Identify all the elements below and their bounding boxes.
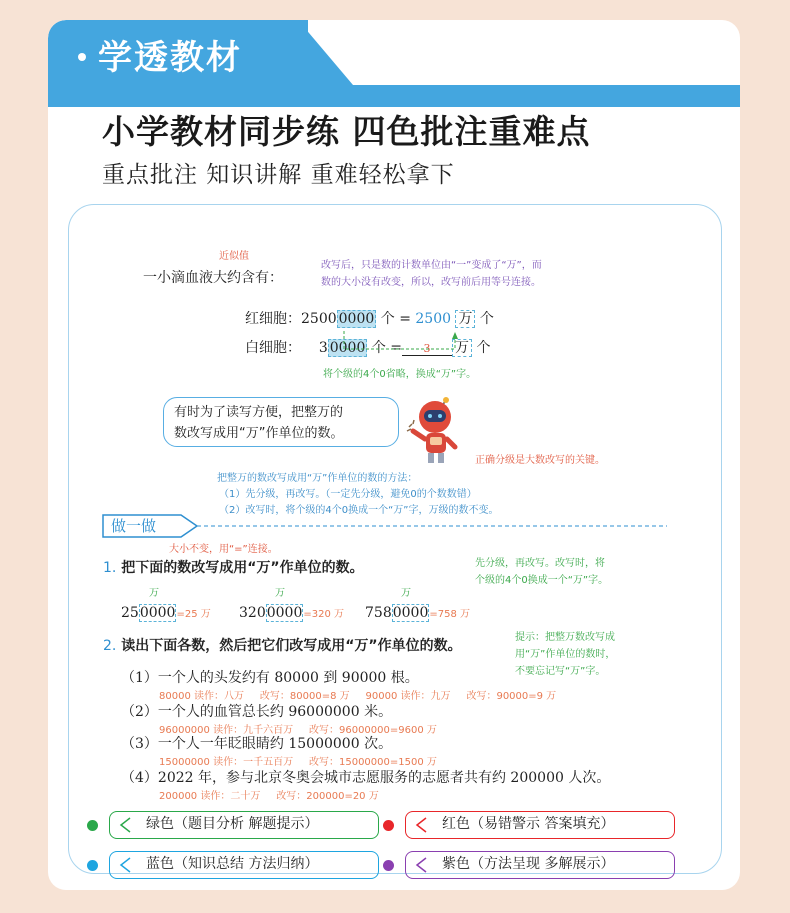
q2-hint: 提示：把整万数改写成 用“万”作单位的数时， 不要忘记写“万”字。	[515, 632, 616, 677]
legend-purple: 紫色（方法呈现 多解展示）	[405, 851, 675, 879]
omit-arrow	[339, 329, 469, 363]
green-dot-icon	[87, 820, 98, 831]
chevron-left-icon	[414, 857, 430, 873]
example-intro: 一小滴血液大约含有：	[143, 270, 283, 286]
white-cell-row: 白细胞： 3 0000 个 = 3 万 个	[245, 340, 491, 356]
white-zeros-highlight: 0000	[329, 340, 366, 356]
q2-title: 2. 读出下面各数，然后把它们改写成用“万”作单位的数。	[103, 638, 462, 654]
chevron-left-icon	[118, 857, 134, 873]
bullet-icon	[78, 53, 86, 61]
page-panel	[48, 20, 740, 890]
purple-dot-icon	[383, 860, 394, 871]
white-answer-blank: 3	[402, 342, 452, 356]
q2-item-1: （1）一个人的头发约有 80000 到 90000 根。 80000 读作：八万 改写：80000=8 万 90000 读作：九万 改写：90000=9 万	[121, 670, 557, 702]
practice-label: 做一做	[111, 517, 157, 535]
red-cell-row: 红细胞：2500 0000 个 = 2500 万 个	[245, 311, 494, 327]
q2-item-3: （3）一个人一年眨眼睛约 15000000 次。 15000000 读作：一千五百万 改写：15000000=1500 万	[121, 736, 437, 768]
page-subline: 重点批注 知识讲解 重难轻松拿下	[102, 162, 455, 188]
wan-box-2: 万	[452, 339, 472, 357]
chevron-left-icon	[414, 817, 430, 833]
q1-title: 1. 把下面的数改写成用“万”作单位的数。	[103, 560, 364, 576]
red-answer: 2500	[415, 311, 452, 327]
legend-blue: 蓝色（知识总结 方法归纳）	[109, 851, 379, 879]
wan-box-1: 万	[455, 310, 475, 328]
practice-red-note: 大小不变，用“=”连接。	[169, 544, 278, 555]
example-card	[68, 204, 722, 874]
note-approx: 近似值	[219, 251, 249, 262]
method-note: 把整万的数改写成用“万”作单位的数的方法： （1）先分级，再改写。（一定先分级，避免0的个数数错） （2）改写时，将个级的4个0换成一个“万”字，万级的数不变。	[217, 473, 499, 516]
q1-item-1: 万 250000=25 万	[121, 588, 211, 621]
header-band	[48, 85, 740, 107]
chevron-left-icon	[118, 817, 134, 833]
practice-banner	[101, 511, 671, 541]
q1-hint: 先分级，再改写。改写时，将 个级的4个0换成一个“万”字。	[475, 558, 609, 586]
legend-green: 绿色（题目分析 解题提示）	[109, 811, 379, 839]
omit-note: 将个级的4个0省略，换成“万”字。	[323, 369, 477, 380]
section-tab-slant	[298, 20, 353, 85]
blue-dot-icon	[87, 860, 98, 871]
legend-red: 红色（易错警示 答案填充）	[405, 811, 675, 839]
page-headline: 小学教材同步练 四色批注重难点	[102, 112, 591, 151]
q1-item-2: 万 3200000=320 万	[239, 588, 345, 621]
q2-item-2: （2）一个人的血管总长约 96000000 米。 96000000 读作：九千六百万 改写：96000000=9600 万	[121, 704, 437, 736]
rewrite-note: 改写后，只是数的计数单位由“一”变成了“万”，而 数的大小没有改变，所以，改写前后用等号连接。	[321, 260, 542, 288]
q2-item-4: （4）2022 年，参与北京冬奥会城市志愿服务的志愿者共有约 200000 人次。 200000 读作：二十万 改写：200000=20 万	[121, 770, 611, 802]
red-dot-icon	[383, 820, 394, 831]
section-tab-title: 学透教材	[78, 30, 242, 79]
key-note: 正确分级是大数改写的关键。	[475, 455, 605, 466]
tip-bubble: 有时为了读写方便，把整万的 数改写成用“万”作单位的数。	[163, 397, 399, 447]
red-zeros-highlight: 0000	[338, 311, 375, 327]
q1-item-3: 万 7580000=758 万	[365, 588, 471, 621]
robot-mascot-icon	[399, 397, 469, 469]
